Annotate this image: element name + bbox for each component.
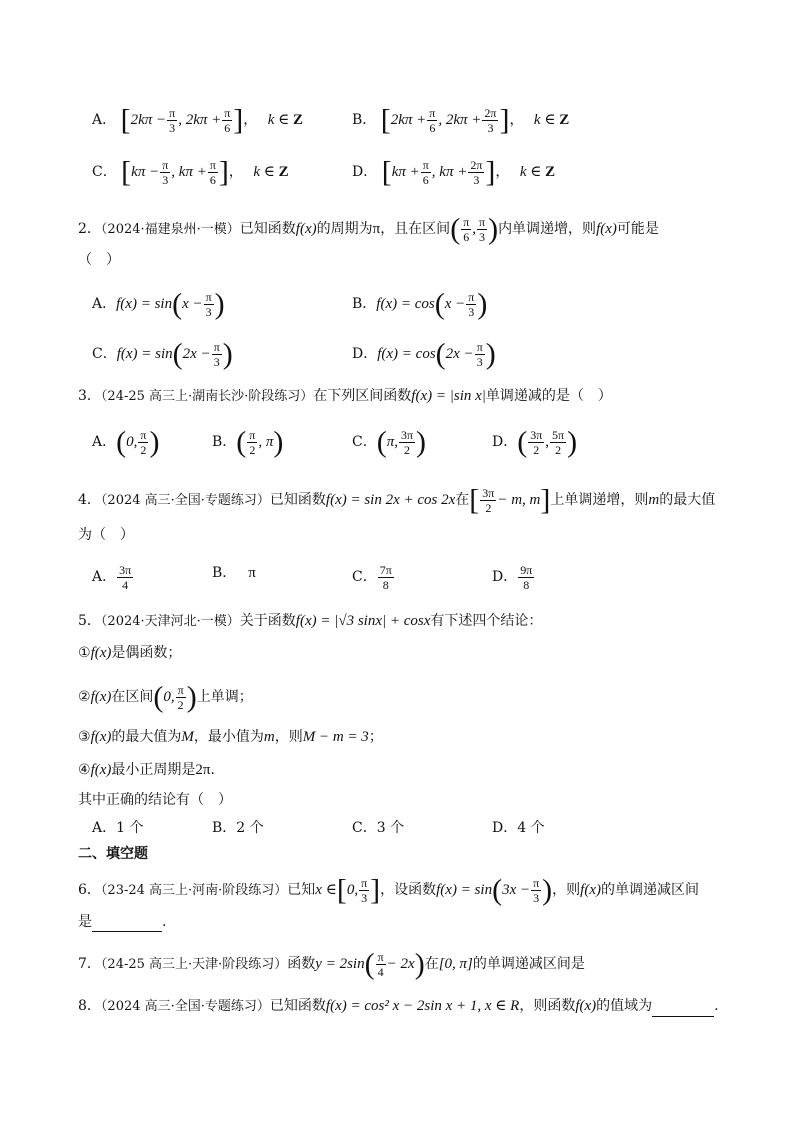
q5-stem: 5．（2024·天津河北·一模）关于函数f(x) = |√3 sinx| + cosx有下述四个结论： [78,613,543,629]
q5-option-a: A．1 个 [92,820,144,836]
q3-option-c: C．(π, $\frac{3\pi}{2}$ ) [352,425,427,459]
q5-statement-1: ①f(x)是偶函数； [78,645,182,661]
q2-answer-paren: （ ） [78,252,120,268]
q5-question: 其中正确的结论有（ ） [78,792,232,808]
q1-option-a: A． [2kπ − $\frac{\pi}{3}$ , 2kπ + $\frac{\pi}{6}$ ]， k ∈ Z [92,103,304,137]
q4-option-b: B． π [212,565,256,581]
q2-option-c: C．f(x) = sin(2x − $\frac{\pi}{3}$ ) [92,337,233,371]
q2-stem: 2．（2024·福建泉州·一模）已知函数f(x)的周期为π，且在区间( $\frac{\pi}{6}$ , $\frac{\pi}{3}$ )内单调递增，则f(x)可能是 [78,212,659,246]
q1-option-c: C． [kπ − $\frac{\pi}{3}$ , kπ + $\frac{\pi}{6}$ ]， k ∈ Z [92,155,289,189]
q5-statement-2: ②f(x)在区间(0, $\frac{\pi}{2}$ )上单调； [78,680,253,714]
section-heading-fill-in: 二、填空题 [78,846,148,862]
q3-option-d: D．( $\frac{3\pi}{2}$ , $\frac{5\pi}{2}$ ) [492,425,578,459]
q2-option-d: D．f(x) = cos(2x − $\frac{\pi}{3}$ ) [352,337,496,371]
q2-option-a: A．f(x) = sin(x − $\frac{\pi}{3}$ ) [92,287,225,321]
q7-stem: 7．（24-25 高三上·天津·阶段练习）函数y = 2sin( $\frac{\pi}{4}$ − 2x)在[0, π]的单调递减区间是 [78,947,585,981]
q2-option-b: B．f(x) = cos(x − $\frac{\pi}{3}$ ) [352,287,488,321]
q5-option-b: B．2 个 [212,820,264,836]
q4-option-c: C． $\frac{7\pi}{8}$ [352,563,392,592]
q8-stem: 8．（2024 高三·全国·专题练习）已知函数f(x) = cos² x − 2sin x + 1, x ∈ R，则函数f(x)的值域为 . [78,996,719,1017]
q1-option-b: B． [2kπ + $\frac{\pi}{6}$ , 2kπ + $\frac{2\pi}{3}$ ]， k ∈ Z [352,103,570,137]
q5-statement-4: ④f(x)最小正周期是2π. [78,762,215,778]
q5-option-c: C．3 个 [352,820,405,836]
q5-statement-3: ③f(x)的最大值为M，最小值为m，则M − m = 3； [78,729,383,745]
q6-stem: 6．（23-24 高三上·河南·阶段练习）已知x ∈[0, $\frac{\pi}{3}$ ]，设函数f(x) = sin(3x − $\frac{\pi}{3}$ )，则f(x)的单调递减区间 [78,873,699,907]
q4-stem-line2: 为（ ） [78,527,134,543]
q4-stem: 4．（2024 高三·全国·专题练习）已知函数f(x) = sin 2x + cos 2x在[ $\frac{3\pi}{2}$ − m, m]上单调递增，则m的最大值 [78,483,716,517]
q3-option-b: B．( $\frac{\pi}{2}$ , π) [212,425,284,459]
q4-option-a: A． $\frac{3\pi}{4}$ [92,563,132,592]
q6-stem-line2: 是 . [78,914,167,930]
q3-stem: 3．（24-25 高三上·湖南长沙·阶段练习）在下列区间函数f(x) = |sin x|单调递减的是（ ） [78,388,612,404]
q4-option-d: D． $\frac{9\pi}{8}$ [492,563,533,592]
q8-answer-blank[interactable] [652,1000,714,1017]
q5-option-d: D．4 个 [492,820,545,836]
q3-option-a: A．(0, $\frac{\pi}{2}$ ) [92,425,160,459]
q1-option-d: D． [kπ + $\frac{\pi}{6}$ , kπ + $\frac{2\pi}{3}$ ]， k ∈ Z [352,155,556,189]
q6-answer-blank[interactable] [92,915,162,932]
